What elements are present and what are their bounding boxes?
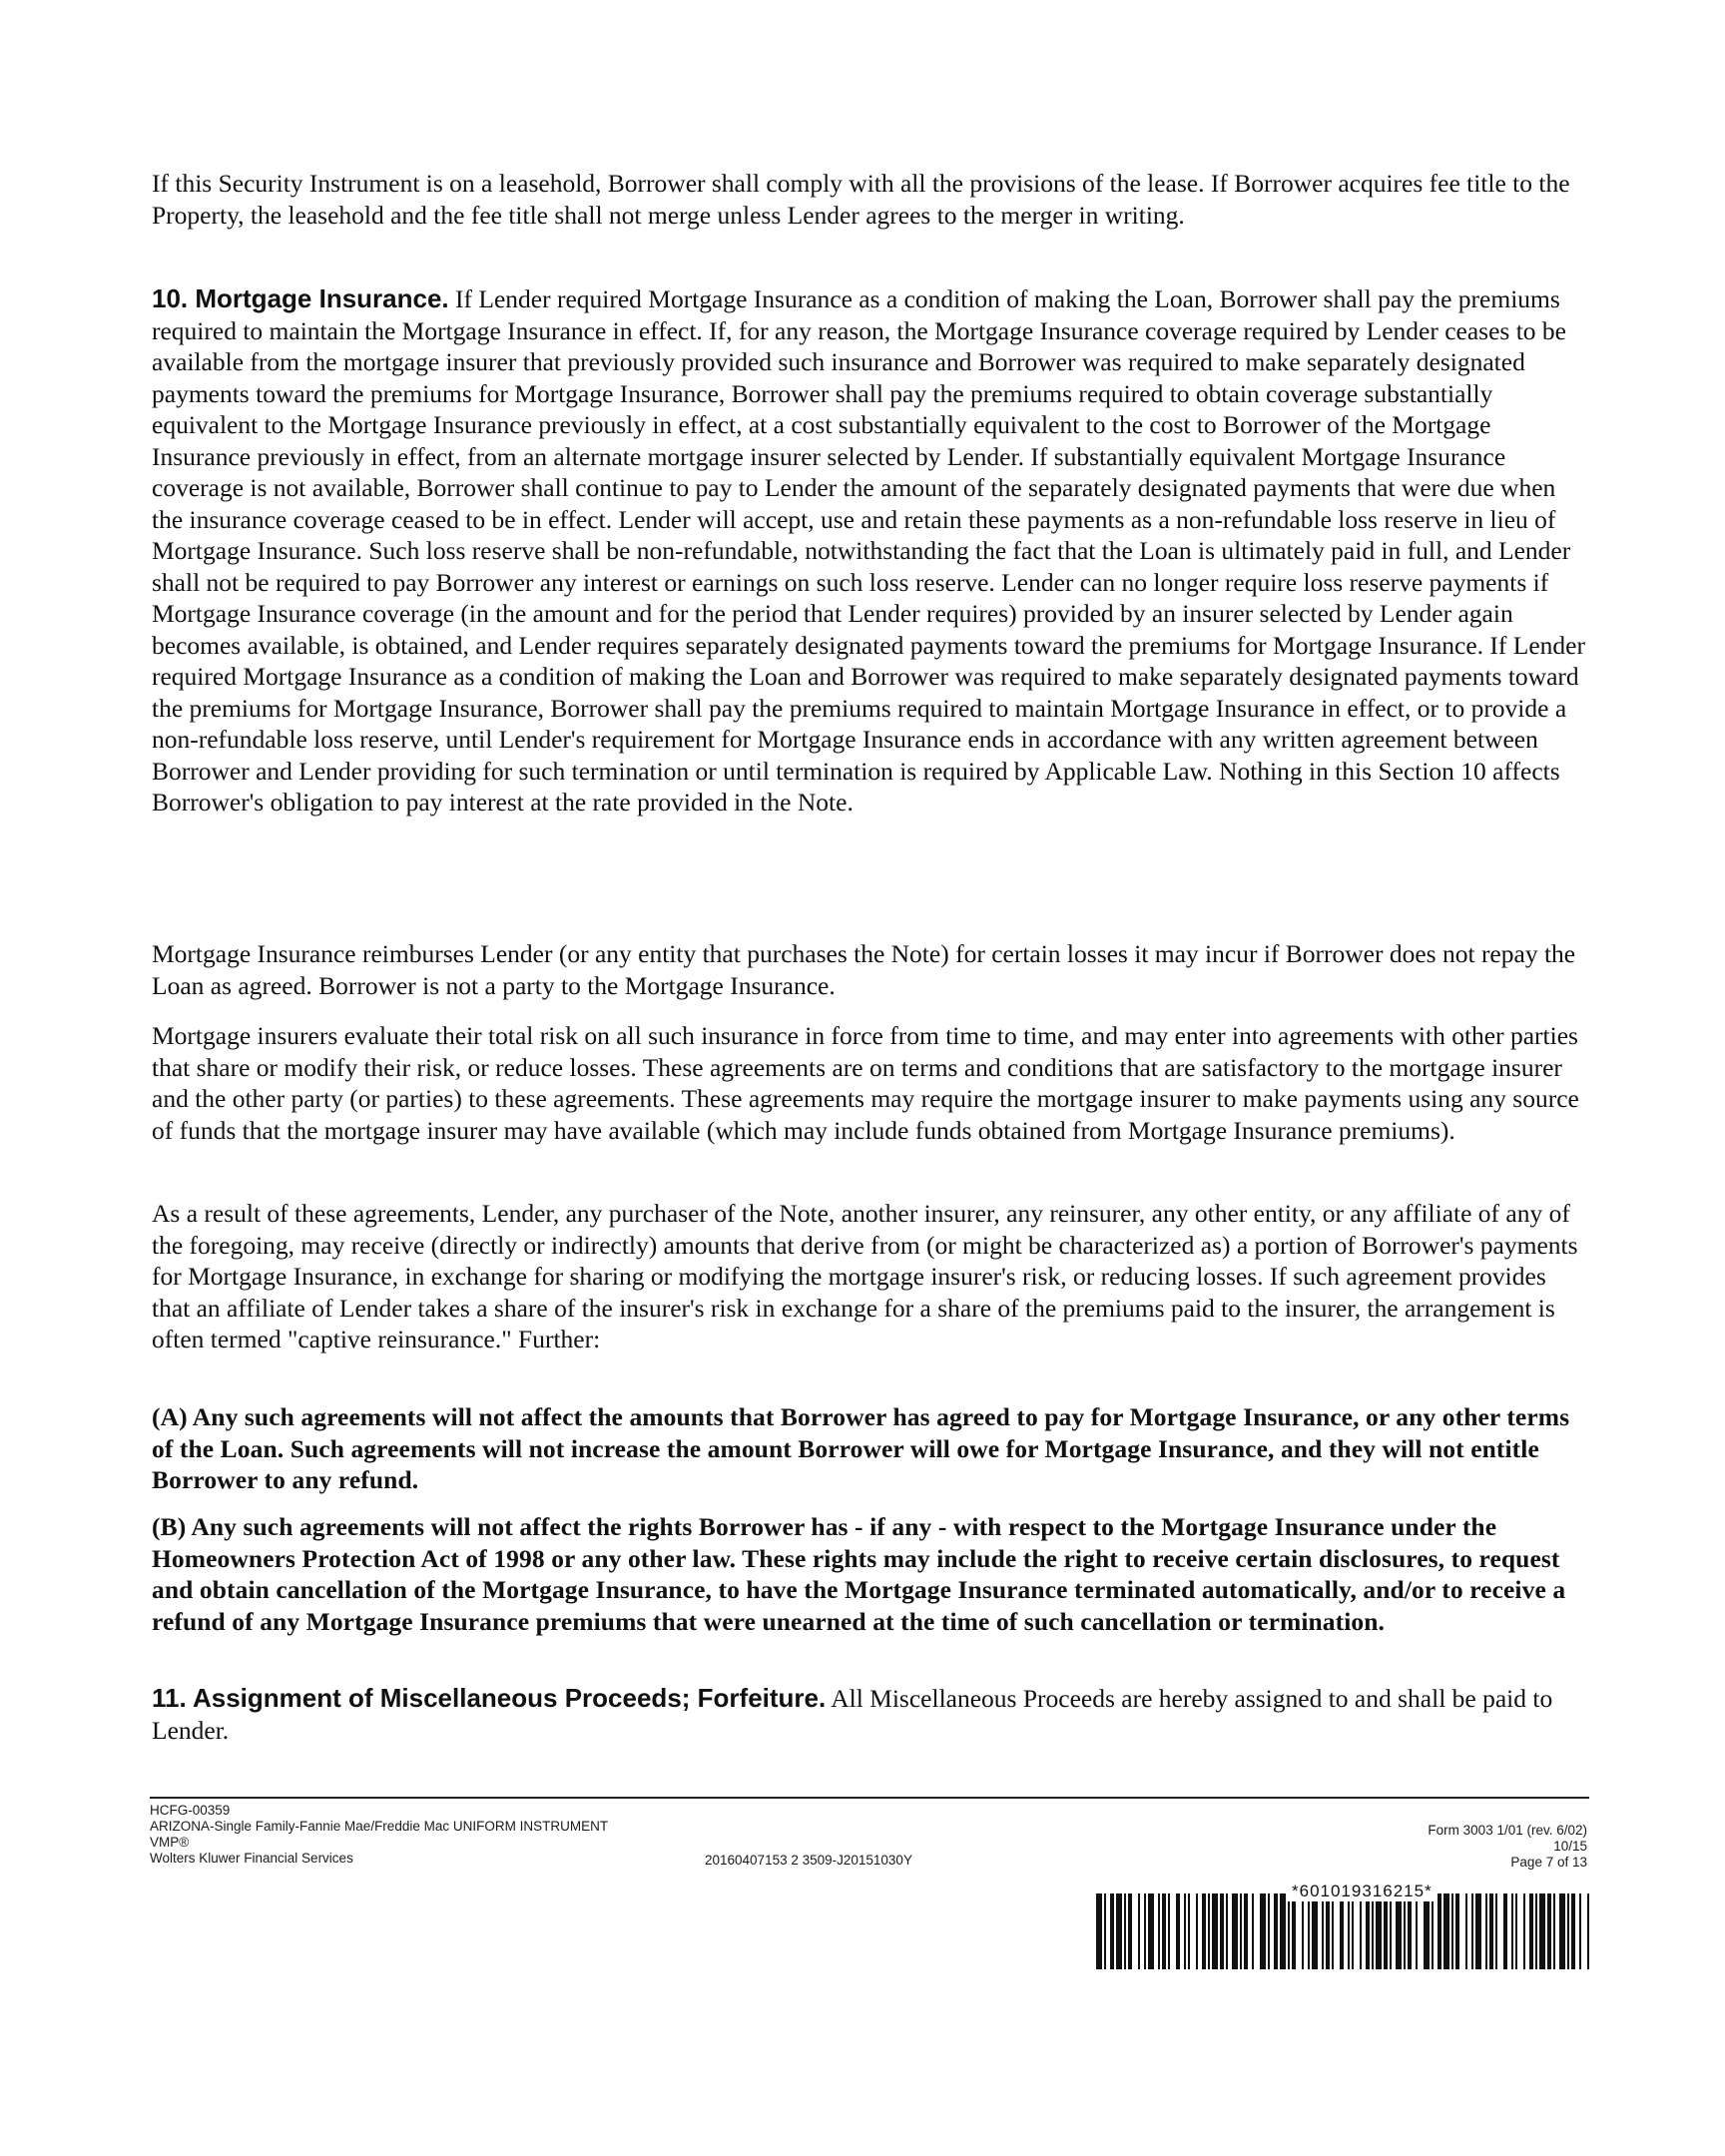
reimburses-paragraph: Mortgage Insurance reimburses Lender (or any entity that purchases the Note) for certain losses it may incur if Borrower does not repay the Loan as agreed. Borrower is not a party to the Mortgage Insurance. [152, 939, 1576, 1000]
footer-instrument-title: ARIZONA-Single Family-Fannie Mae/Freddie Mac UNIFORM INSTRUMENT [150, 1819, 609, 1834]
section-11-heading: 11. Assignment of Miscellaneous Proceeds; Forfeiture. [152, 1683, 827, 1713]
section-10-heading: 10. Mortgage Insurance. [152, 283, 449, 313]
footer-publisher: Wolters Kluwer Financial Services [150, 1851, 353, 1866]
barcode-number: *601019316215* [1288, 1882, 1437, 1901]
footer-document-id: 20160407153 2 3509-J20151030Y [705, 1853, 912, 1868]
clause-a-paragraph: (A) Any such agreements will not affect the amounts that Borrower has agreed to pay for Mortgage Insurance, or any other terms of the Loan. Such agreements will not increase the amount Borrower will owe for Mortgage Insurance, and they will not entitle Borrower to any refund. [152, 1402, 1570, 1494]
leasehold-paragraph: If this Security Instrument is on a leasehold, Borrower shall comply with all the provisions of the lease. If Borrower acquires fee title to the Property, the leasehold and the fee title shall not merge unless Lender agrees to the merger in writing. [152, 169, 1570, 230]
section-10-body: If Lender required Mortgage Insurance as a condition of making the Loan, Borrower shall pay the premiums required to maintain the Mortgage Insurance in effect. If, for any reason, the Mortgage Insurance coverage required by Lender ceases to be available from the mortgage insurer that previously provided such insurance and Borrower was required to make separately designated payments toward the premiums for Mortgage Insurance, Borrower shall pay the premiums required to obtain coverage substantially equivalent to the Mortgage Insurance previously in effect, at a cost substantially equivalent to the cost to Borrower of the Mortgage Insurance previously in effect, from an alternate mortgage insurer selected by Lender. If substantially equivalent Mortgage Insurance coverage is not available, Borrower shall continue to pay to Lender the amount of the separately designated payments that were due when the insurance coverage ceased to be in effect. Lender will accept, use and retain these payments as a non-refundable loss reserve in lieu of Mortgage Insurance. Such loss reserve shall be non-refundable, notwithstanding the fact that the Loan is ultimately paid in full, and Lender shall not be required to pay Borrower any interest or earnings on such loss reserve. Lender can no longer require loss reserve payments if Mortgage Insurance coverage (in the amount and for the period that Lender requires) provided by an insurer selected by Lender again becomes available, is obtained, and Lender requires separately designated payments toward the premiums for Mortgage Insurance. If Lender required Mortgage Insurance as a condition of making the Loan and Borrower was required to make separately designated payments toward the premiums for Mortgage Insurance, Borrower shall pay the premiums required to maintain Mortgage Insurance in effect, or to provide a non-refundable loss reserve, until Lender's requirement for Mortgage Insurance ends in accordance with any written agreement between Borrower and Lender providing for such termination or until termination is required by Applicable Law. Nothing in this Section 10 affects Borrower's obligation to pay interest at the rate provided in the Note. [152, 284, 1585, 816]
insurers-paragraph: Mortgage insurers evaluate their total risk on all such insurance in force from time to time, and may enter into agreements with other parties that share or modify their risk, or reduce losses. These agreements are on terms and conditions that are satisfactory to the mortgage insurer and the other party (or parties) to these agreements. These agreements may require the mortgage insurer to make payments using any source of funds that the mortgage insurer may have available (which may include funds obtained from Mortgage Insurance premiums). [152, 1021, 1579, 1145]
footer-revision-date: 10/15 [1553, 1839, 1587, 1854]
footer-form-number: Form 3003 1/01 (rev. 6/02) [1428, 1823, 1587, 1838]
section-10-paragraph [152, 283, 1589, 818]
footer-vmp: VMP® [150, 1835, 190, 1850]
footer-form-code: HCFG-00359 [150, 1803, 231, 1818]
section-11-body: All Miscellaneous Proceeds are hereby assigned to and shall be paid to Lender. [152, 1684, 1553, 1745]
result-paragraph: As a result of these agreements, Lender, any purchaser of the Note, another insurer, any reinsurer, any other entity, or any affiliate of any of the foregoing, may receive (directly or indirectly) amounts that derive from (or might be characterized as) a portion of Borrower's payments for Mortgage Insurance, in exchange for sharing or modifying the mortgage insurer's risk, or reducing losses. If such agreement provides that an affiliate of Lender takes a share of the insurer's risk in exchange for a share of the premiums paid to the insurer, the arrangement is often termed "captive reinsurance." Further: [152, 1199, 1578, 1353]
section-11-paragraph [152, 1683, 1589, 1746]
footer-page-number: Page 7 of 13 [1510, 1855, 1587, 1870]
clause-b-paragraph: (B) Any such agreements will not affect the rights Borrower has - if any - with respect to the Mortgage Insurance under the Homeowners Protection Act of 1998 or any other law. These rights may include the right to receive certain disclosures, to request and obtain cancellation of the Mortgage Insurance, to have the Mortgage Insurance terminated automatically, and/or to receive a refund of any Mortgage Insurance premiums that were unearned at the time of such cancellation or termination. [152, 1512, 1566, 1636]
barcode-graphic [1096, 1893, 1589, 1969]
footer-divider [150, 1797, 1589, 1799]
